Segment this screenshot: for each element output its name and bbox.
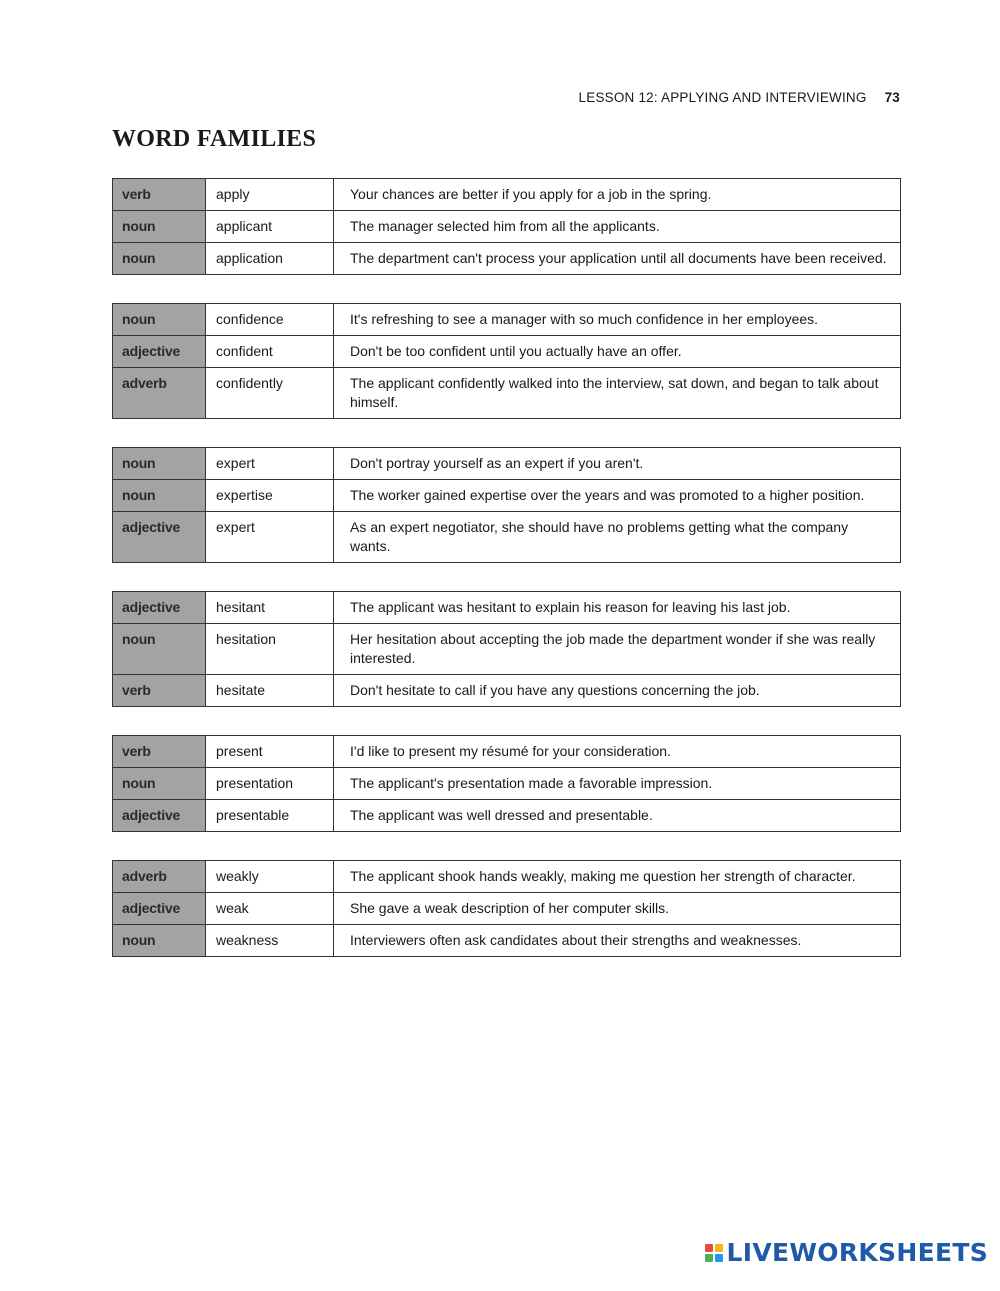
example-sentence-cell: It's refreshing to see a manager with so much confidence in her employees. <box>334 304 901 336</box>
word-cell: presentation <box>206 768 334 800</box>
example-sentence-cell: The applicant's presentation made a favorable impression. <box>334 768 901 800</box>
table-row <box>113 304 901 336</box>
part-of-speech-cell: adjective <box>113 512 206 563</box>
example-sentence-cell: Don't portray yourself as an expert if you aren't. <box>334 448 901 480</box>
example-sentence-cell: The applicant was hesitant to explain his reason for leaving his last job. <box>334 592 901 624</box>
table-row <box>113 448 901 480</box>
page-title: WORD FAMILIES <box>112 126 317 152</box>
example-sentence-cell: Don't hesitate to call if you have any questions concerning the job. <box>334 675 901 707</box>
word-cell: apply <box>206 179 334 211</box>
example-sentence-cell: As an expert negotiator, she should have no problems getting what the company wants. <box>334 512 901 563</box>
table-row <box>113 512 901 563</box>
table-row <box>113 768 901 800</box>
word-cell: presentable <box>206 800 334 832</box>
word-family-table <box>112 303 901 419</box>
word-family-table <box>112 735 901 832</box>
example-sentence-cell: She gave a weak description of her computer skills. <box>334 893 901 925</box>
part-of-speech-cell: verb <box>113 179 206 211</box>
table-row <box>113 480 901 512</box>
word-cell: confident <box>206 336 334 368</box>
logo-tile <box>715 1254 723 1262</box>
table-row <box>113 736 901 768</box>
part-of-speech-cell: noun <box>113 448 206 480</box>
part-of-speech-cell: noun <box>113 768 206 800</box>
brand-name: LIVEWORKSHEETS <box>726 1238 988 1267</box>
page-header <box>579 90 900 105</box>
example-sentence-cell: The worker gained expertise over the years and was promoted to a higher position. <box>334 480 901 512</box>
part-of-speech-cell: adverb <box>113 368 206 419</box>
word-family-table <box>112 447 901 563</box>
word-cell: present <box>206 736 334 768</box>
word-cell: weakness <box>206 925 334 957</box>
part-of-speech-cell: noun <box>113 211 206 243</box>
word-cell: confidence <box>206 304 334 336</box>
word-cell: expert <box>206 512 334 563</box>
example-sentence-cell: The manager selected him from all the applicants. <box>334 211 901 243</box>
logo-tile <box>705 1254 713 1262</box>
logo-tile <box>705 1244 713 1252</box>
table-row <box>113 336 901 368</box>
word-cell: weakly <box>206 861 334 893</box>
table-row <box>113 861 901 893</box>
part-of-speech-cell: adjective <box>113 592 206 624</box>
word-family-table <box>112 860 901 957</box>
word-cell: hesitate <box>206 675 334 707</box>
part-of-speech-cell: verb <box>113 675 206 707</box>
word-cell: weak <box>206 893 334 925</box>
table-row <box>113 243 901 275</box>
part-of-speech-cell: verb <box>113 736 206 768</box>
part-of-speech-cell: adjective <box>113 800 206 832</box>
lesson-title: LESSON 12: APPLYING AND INTERVIEWING <box>578 90 867 105</box>
example-sentence-cell: Interviewers often ask candidates about their strengths and weaknesses. <box>334 925 901 957</box>
table-row <box>113 675 901 707</box>
table-row <box>113 925 901 957</box>
table-row <box>113 368 901 419</box>
logo-tile <box>715 1244 723 1252</box>
example-sentence-cell: The applicant shook hands weakly, making me question her strength of character. <box>334 861 901 893</box>
word-family-table <box>112 591 901 707</box>
part-of-speech-cell: adverb <box>113 861 206 893</box>
word-cell: hesitant <box>206 592 334 624</box>
part-of-speech-cell: noun <box>113 480 206 512</box>
part-of-speech-cell: noun <box>113 304 206 336</box>
example-sentence-cell: The applicant was well dressed and presentable. <box>334 800 901 832</box>
logo-tiles-icon <box>705 1244 723 1262</box>
page-number: 73 <box>884 90 900 105</box>
word-cell: confidently <box>206 368 334 419</box>
word-families-list <box>112 178 901 985</box>
table-row <box>113 592 901 624</box>
part-of-speech-cell: noun <box>113 925 206 957</box>
table-row <box>113 211 901 243</box>
part-of-speech-cell: adjective <box>113 893 206 925</box>
example-sentence-cell: The department can't process your application until all documents have been received. <box>334 243 901 275</box>
word-cell: expert <box>206 448 334 480</box>
table-row <box>113 893 901 925</box>
example-sentence-cell: The applicant confidently walked into the interview, sat down, and began to talk about himself. <box>334 368 901 419</box>
example-sentence-cell: Don't be too confident until you actually have an offer. <box>334 336 901 368</box>
table-row <box>113 179 901 211</box>
example-sentence-cell: Her hesitation about accepting the job made the department wonder if she was really interested. <box>334 624 901 675</box>
part-of-speech-cell: adjective <box>113 336 206 368</box>
example-sentence-cell: Your chances are better if you apply for a job in the spring. <box>334 179 901 211</box>
word-cell: expertise <box>206 480 334 512</box>
table-row <box>113 800 901 832</box>
word-family-table <box>112 178 901 275</box>
word-cell: hesitation <box>206 624 334 675</box>
word-cell: application <box>206 243 334 275</box>
liveworksheets-logo <box>705 1238 988 1267</box>
example-sentence-cell: I'd like to present my résumé for your consideration. <box>334 736 901 768</box>
table-row <box>113 624 901 675</box>
word-cell: applicant <box>206 211 334 243</box>
part-of-speech-cell: noun <box>113 624 206 675</box>
part-of-speech-cell: noun <box>113 243 206 275</box>
